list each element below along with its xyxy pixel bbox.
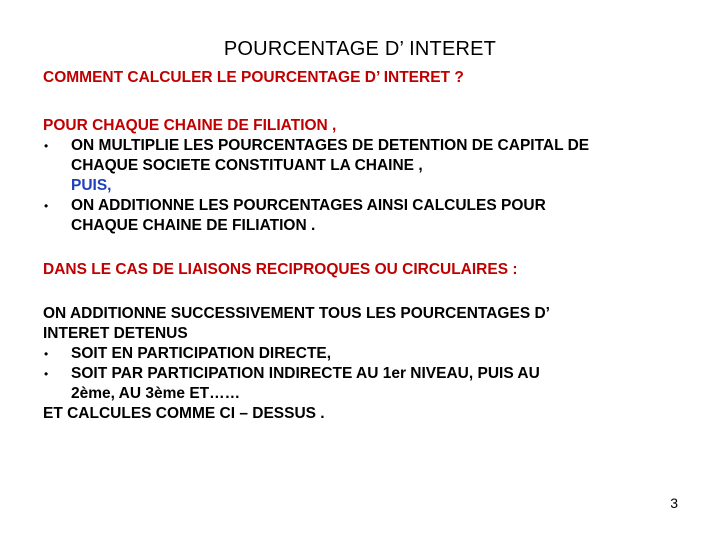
bullet-indirect-line2: 2ème, AU 3ème ET…… — [71, 385, 241, 402]
page-number: 3 — [670, 495, 678, 511]
bullet-indirect-line1: SOIT PAR PARTICIPATION INDIRECTE AU 1er NIVEAU, PUIS AU — [71, 365, 540, 382]
bullet-direct — [43, 344, 693, 364]
bullet-add-line1: ON ADDITIONNE LES POURCENTAGES AINSI CALCULES POUR — [71, 197, 546, 214]
bullet-indirect — [43, 364, 693, 404]
slide-content — [43, 68, 693, 424]
reciprocal-heading: DANS LE CAS DE LIAISONS RECIPROQUES OU CIRCULAIRES : — [43, 261, 518, 278]
bullet-dot: • — [44, 347, 49, 361]
slide-title: POURCENTAGE D’ INTERET — [223, 38, 497, 60]
closing-line: ET CALCULES COMME CI – DESSUS . — [43, 405, 325, 422]
filiation-heading: POUR CHAQUE CHAINE DE FILIATION , — [43, 117, 337, 134]
puis-connector: PUIS, — [71, 177, 112, 194]
bullet-dot: • — [44, 367, 49, 381]
bullet-multiply — [43, 136, 693, 196]
bullet-multiply-line1: ON MULTIPLIE LES POURCENTAGES DE DETENTION DE CAPITAL DE — [71, 137, 590, 154]
successive-line2: INTERET DETENUS — [43, 325, 188, 342]
bullet-add — [43, 196, 693, 236]
question-heading: COMMENT CALCULER LE POURCENTAGE D’ INTERET ? — [43, 69, 464, 86]
bullet-direct-text: SOIT EN PARTICIPATION DIRECTE, — [71, 345, 332, 362]
bullet-dot: • — [44, 199, 49, 213]
successive-line1: ON ADDITIONNE SUCCESSIVEMENT TOUS LES POURCENTAGES D’ — [43, 305, 550, 322]
bullet-dot: • — [44, 139, 49, 153]
bullet-add-line2: CHAQUE CHAINE DE FILIATION . — [71, 217, 316, 234]
bullet-multiply-line2: CHAQUE SOCIETE CONSTITUANT LA CHAINE , — [71, 157, 423, 174]
